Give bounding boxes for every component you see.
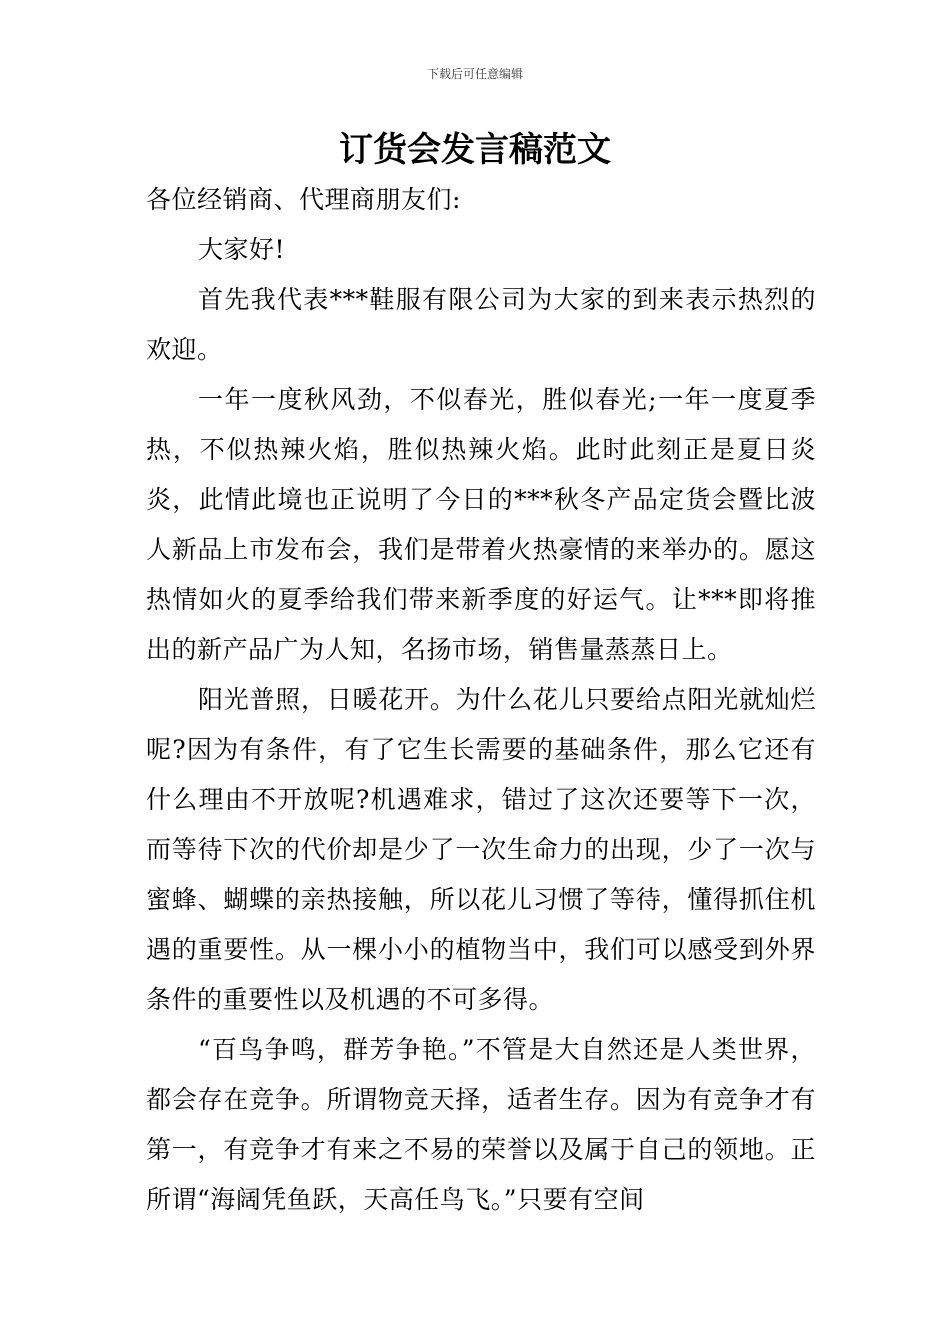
paragraph-welcome: 首先我代表***鞋服有限公司为大家的到来表示热烈的欢迎。 [146, 285, 816, 364]
paragraph-season: 一年一度秋风劲，不似春光，胜似春光;一年一度夏季热，不似热辣火焰，胜似热辣火焰。此时此刻正是夏日炎炎，此情此境也正说明了今日的***秋冬产品定货会暨比波人新品上市发布会，我们是带着火热豪情的来举办的。愿这热情如火的夏季给我们带来新季度的好运气。让***即将推出的新产品广为人知，名扬市场，销售量蒸蒸日上。 [146, 385, 816, 664]
salutation: 各位经销商、代理商朋友们: [146, 185, 461, 214]
paragraph-opportunity: 阳光普照，日暖花开。为什么花儿只要给点阳光就灿烂呢?因为有条件，有了它生长需要的基础条件，那么它还有什么理由不开放呢?机遇难求，错过了这次还要等下一次，而等待下次的代价却是少了一次生命力的出现，少了一次与蜜蜂、蝴蝶的亲热接触，所以花儿习惯了等待，懂得抓住机遇的重要性。从一棵小小的植物当中，我们可以感受到外界条件的重要性以及机遇的不可多得。 [146, 685, 816, 1014]
paragraph-greeting: 大家好! [198, 235, 286, 264]
document-title: 订货会发言稿范文 [339, 130, 611, 170]
document-body [146, 175, 816, 1225]
header-note: 下载后可任意编辑 [426, 67, 523, 81]
paragraph-competition: “百鸟争鸣，群芳争艳。”不管是大自然还是人类世界，都会存在竞争。所谓物竞天择，适者生存。因为有竞争才有第一，有竞争才有来之不易的荣誉以及属于自己的领地。正所谓“海阔凭鱼跃，天高任鸟飞。”只要有空间 [146, 1035, 816, 1214]
